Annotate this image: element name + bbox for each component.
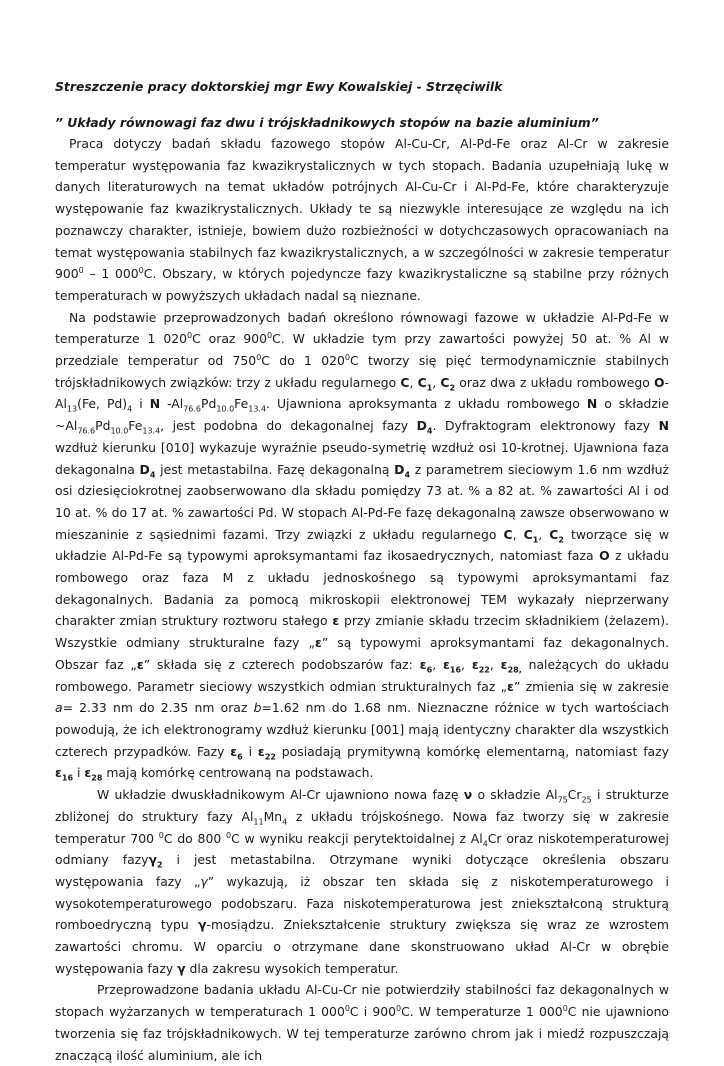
paragraph-al-cu-cr: Przeprowadzone badania układu Al-Cu-Cr nie potwierdziły stabilności faz dekagonalnych w stopach wyżarzanych w temperaturach 1 $000^0C$ i $900^0C$. W temperaturze 1 $000^0C$ nie ujawniono tworzenia się faz trójskładnikowych. W tej temperaturze zarówno chrom jak i miedź rozpuszczają znaczącą ilość aluminium, ale ich: [55, 982, 669, 1063]
paragraph-intro: Praca dotyczy badań składu fazowego stopów Al-Cu-Cr, Al-Pd-Fe oraz Al-Cr w zakresie temperatur występowania faz kwazikrystalicznych w tych stopach. Badania uzupełniają lukę w danych literaturowych na temat układów potrójnych Al-Cu-Cr i Al-Pd-Fe, które charakteryzuje występowanie faz kwazikrystalicznych. Układy te są niezwykle interesujące ze względu na ich poznawczy charakter, istnieje, bowiem dużo rozbieżności w dotychczasowych opracowaniach na temat występowania stabilnych faz kwazikrystalicznych, a w szczególności w zakresie temperatur $900^0 - 1$ $000^0C$. Obszary, w których pojedyncze fazy kwazikrystaliczne są stabilne przy różnych temperaturach w powyższych układach nadal są nieznane.: [55, 136, 670, 303]
paragraph-al-pd-fe: Na podstawie przeprowadzonych badań określono równowagi fazowe w układzie Al-Pd-Fe w temperaturze 1 $020^0C$ oraz $900^0C$. W układzie tym przy zawartości powyżej 50 at. % Al w przedziale temperatur od $750^0C$ do 1 $020^0C$ tworzy się pięć termodynamicznie stabilnych trójskładnikowych związków: trzy z układu regularnego C, $C_1$, $C_2$ oraz dwa z układu rombowego $O-Al_{13}(Fe$, $Pd)_4$ i N $-Al_{76.6}Pd_{10.0}Fe_{13.4}$. Ujawniona aproksymanta z układu rombowego N o składzie $\sim Al_{76.6}Pd_{10.0}Fe_{13.4}$, jest podobna do dekagonalnej fazy $D_4$. Dyfraktogram elektronowy fazy N wzdłuż kierunku [010] wykazuje wyraźnie pseudo-symetrię wzdłuż osi 10-krotnej. Ujawniona faza dekagonalna $D_4$ jest metastabilna. Fazę dekagonalną $D_4$ z parametrem sieciowym 1.6 nm wzdłuż osi dziesięciokrotnej zaobserwowano dla składu pomiędzy 73 at. % a 82 at. % zawartości Al i od 10 at. % do 17 at. % zawartości Pd. W stopach Al-Pd-Fe fazę dekagonalną zawsze obserwowano w mieszaninie z sąsiednimi fazami. Trzy związki z układu regularnego C, $C_1$, $C_2$ tworzące się w układzie Al-Pd-Fe są typowymi aproksymantami faz ikosaedrycznych, natomiast faza O z układu rombowego oraz faza M z układu jednoskośnego są typowymi aproksymantami faz dekagonalnych. Badania za pomocą mikroskopii elektronowej TEM wykazały nieprzerwany charakter zmian struktury roztworu stałego ε przy zmianie składu trzecim składnikiem (żelazem). Wszystkie odmiany strukturalne fazy „ε” są typowymi aproksymantami faz dekagonalnych. Obszar faz „ε” składa się z czterech podobszarów faz: $\varepsilon_6$, $\varepsilon_{16}$, $\varepsilon_{22}$, $\varepsilon_{28,}$ należących do układu rombowego. Parametr sieciowy wszystkich odmian strukturalnych faz „ε” zmienia się w zakresie a= 2.33 nm do 2.35 nm oraz b=1.62 nm do 1.68 nm. Nieznaczne różnice w tych wartościach powodują, że ich elektronogramy wzdłuż kierunku [001] mają identyczny charakter dla wszystkich czterech przypadków. Fazy $\varepsilon_6$ i $\varepsilon_{22}$ posiadają prymitywną komórkę elementarną, natomiast fazy $\varepsilon_{16}$ i $\varepsilon_{28}$ mają komórkę centrowaną na podstawach.: [55, 309, 670, 783]
page-title: Streszczenie pracy doktorskiej mgr Ewy Kowalskiej - Strzęciwilk: [55, 79, 503, 94]
paragraph-al-cr: W układzie dwuskładnikowym Al-Cr ujawniono nowa fazę ν o składzie $Al_{75}Cr_{25}$ i strukturze zbliżonej do struktury fazy $Al_{11}Mn_4$ z układu trójskośnego. Nowa faz tworzy się w zakresie temperatur 700 $^0$C do 800 $^0$C w wyniku reakcji perytektoidalnej z $Al_4Cr$ oraz niskotemperaturowej odmiany fazyγ$_2$ i jest metastabilna. Otrzymane wyniki dotyczące określenia obszaru występowania fazy „γ” wykazują, iż obszar ten składa się z niskotemperaturowego i wysokotemperaturowego podobszaru. Faza niskotemperaturowa jest zniekształconą strukturą romboedryczną typu γ-mosiądzu. Zniekształcenie struktury zwiększa się wraz ze wzrostem zawartości chromu. W oparciu o otrzymane dane skonstruowano układ Al-Cr w obrębie występowania fazy γ dla zakresu wysokich temperatur.: [55, 787, 669, 976]
thesis-subtitle: ” Układy równowagi faz dwu i trójskładnikowych stopów na bazie aluminium”: [55, 115, 599, 130]
